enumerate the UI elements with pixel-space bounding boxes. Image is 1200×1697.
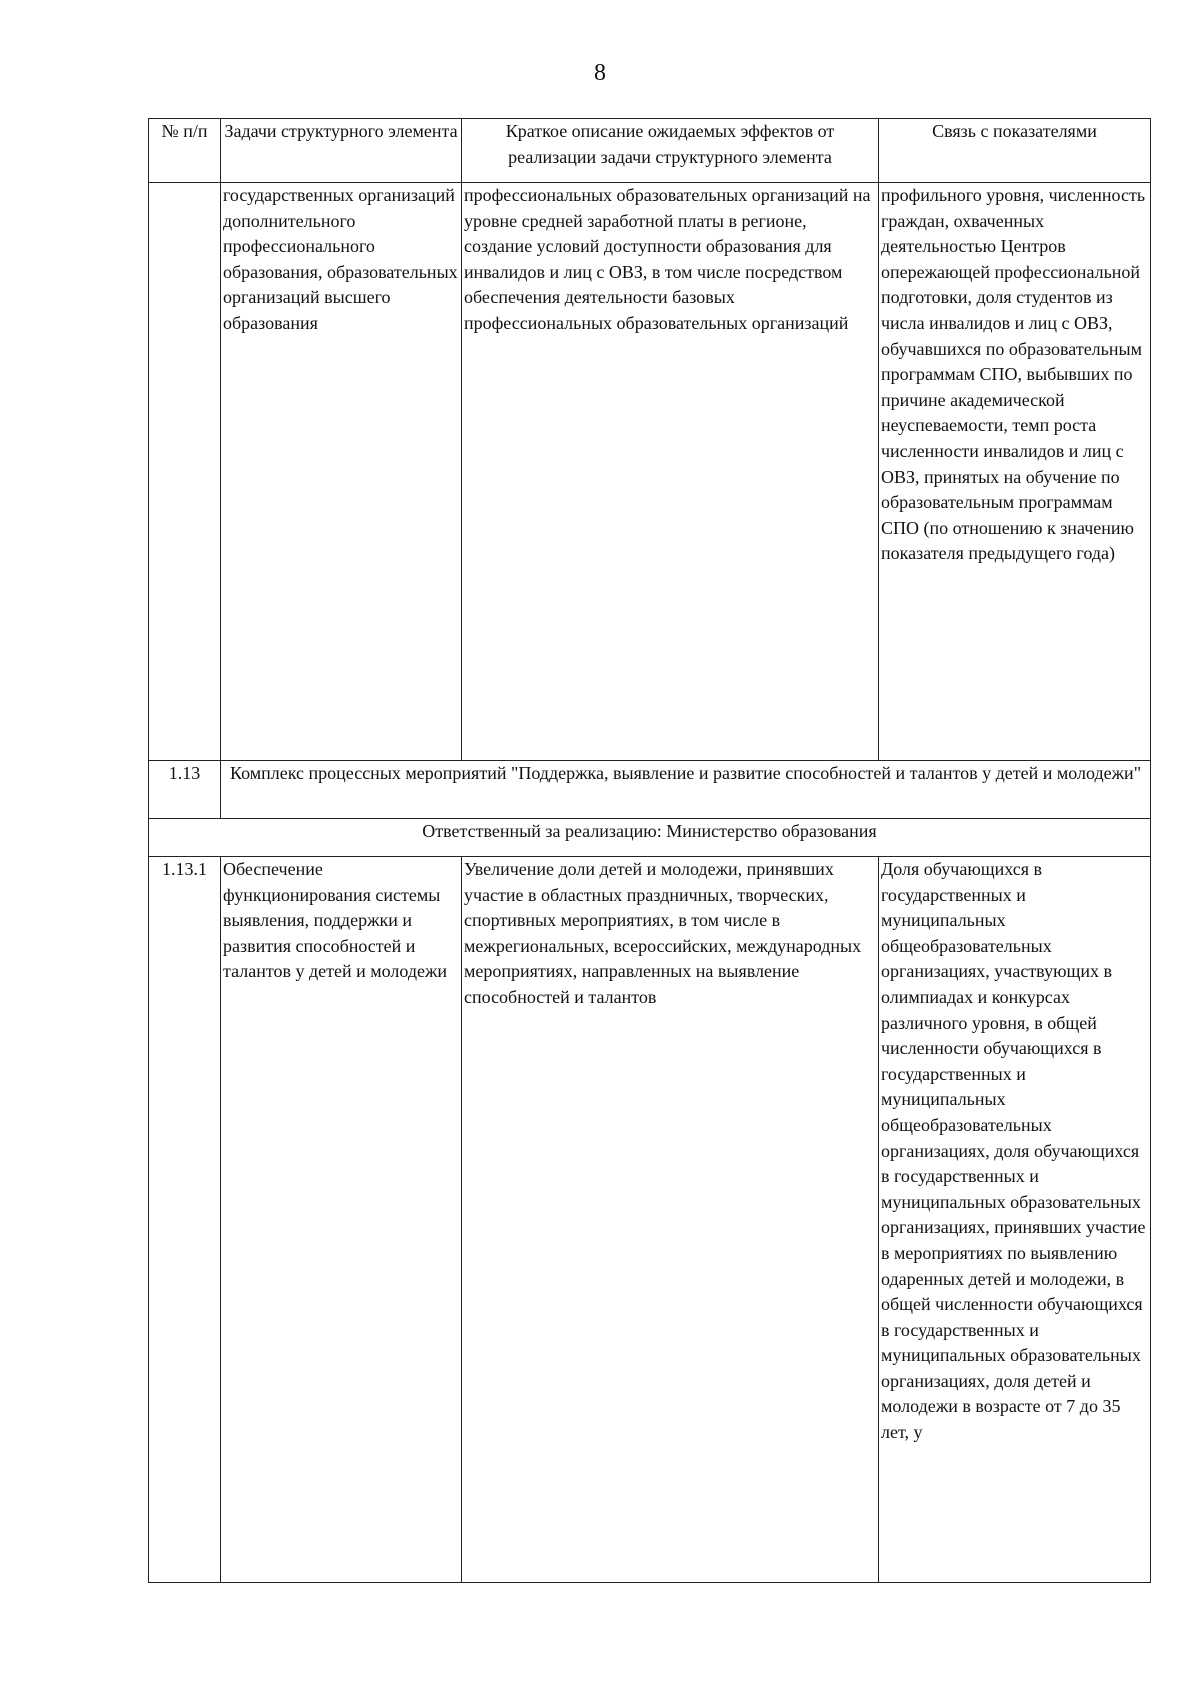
row-effect: Увеличение доли детей и молодежи, принявших участие в областных праздничных, творческих, спортивных мероприятиях, в том числе в межрегиональных, всероссийских, международных мероприятиях, направленных на выявление способностей и талантов (462, 857, 879, 1583)
table-row (149, 857, 1151, 1583)
row-effect: профессиональных образовательных организаций на уровне средней заработной платы в регионе, создание условий доступности образования для инвалидов и лиц с ОВЗ, в том числе посредством обеспечения деятельности базовых профессиональных образовательных организаций (462, 183, 879, 761)
row-task: Обеспечение функционирования системы выявления, поддержки и развития способностей и талантов у детей и молодежи (221, 857, 462, 1583)
section-row (149, 761, 1151, 819)
row-num (149, 183, 221, 761)
row-num: 1.13.1 (149, 857, 221, 1583)
row-task: государственных организаций дополнительного профессионального образования, образовательных организаций высшего образования (221, 183, 462, 761)
header-indicators: Связь с показателями (879, 119, 1151, 183)
page-number: 8 (594, 60, 606, 86)
program-table (148, 118, 1151, 1583)
section-title: Комплекс процессных мероприятий "Поддержка, выявление и развитие способностей и талантов у детей и молодежи" (221, 761, 1151, 819)
responsible-text: Ответственный за реализацию: Министерство образования (149, 819, 1151, 857)
section-num: 1.13 (149, 761, 221, 819)
row-indicators: профильного уровня, численность граждан, охваченных деятельностью Центров опережающей профессиональной подготовки, доля студентов из числа инвалидов и лиц с ОВЗ, обучавшихся по образовательным программам СПО, выбывших по причине академической неуспеваемости, темп роста численности инвалидов и лиц с ОВЗ, принятых на обучение по образовательным программам СПО (по отношению к значению показателя предыдущего года) (879, 183, 1151, 761)
row-indicators: Доля обучающихся в государственных и муниципальных общеобразовательных организациях, участвующих в олимпиадах и конкурсах различного уровня, в общей численности обучающихся в государственных и муниципальных общеобразовательных организациях, доля обучающихся в государственных и муниципальных образовательных организациях, принявших участие в мероприятиях по выявлению одаренных детей и молодежи, в общей численности обучающихся в государственных и муниципальных образовательных организациях, доля детей и молодежи в возрасте от 7 до 35 лет, у (879, 857, 1151, 1583)
table-row-continued (149, 183, 1151, 761)
header-num: № п/п (149, 119, 221, 183)
header-effects: Краткое описание ожидаемых эффектов от реализации задачи структурного элемента (462, 119, 879, 183)
responsible-row (149, 819, 1151, 857)
header-tasks: Задачи структурного элемента (221, 119, 462, 183)
table-header-row (149, 119, 1151, 183)
